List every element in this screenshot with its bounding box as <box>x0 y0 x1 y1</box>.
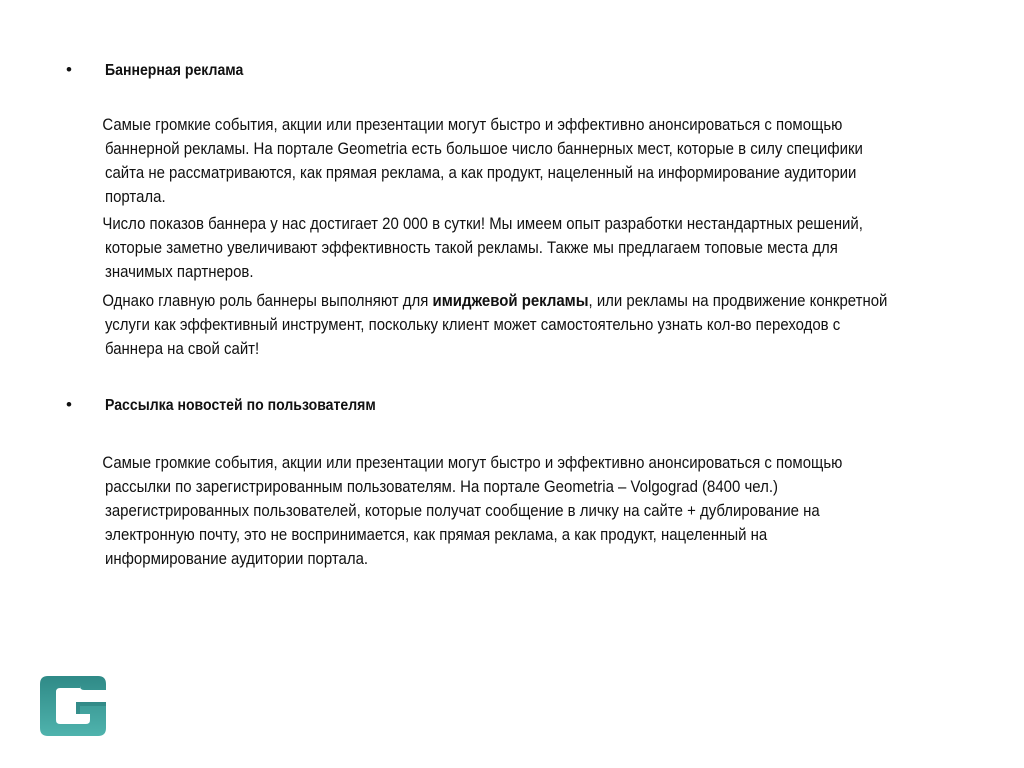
text-line: Самые громкие события, акции или презентации могут быстро и эффективно анонсироваться с помощью <box>102 115 843 134</box>
geometria-g-logo-icon <box>40 676 106 736</box>
text-line: сайта не рассматриваются, как прямая реклама, а как продукт, нацеленный на информирование аудитории <box>105 163 857 182</box>
paragraph-newsletter-intro <box>102 451 967 571</box>
paragraph-banner-image-ads <box>102 289 967 361</box>
text-line: услуги как эффективный инструмент, поскольку клиент может самостоятельно узнать кол-во переходов с <box>105 315 841 334</box>
text-line: электронную почту, это не воспринимается, как прямая реклама, а как продукт, нацеленный на <box>105 525 768 544</box>
paragraph-banner-intro <box>102 113 967 209</box>
section-heading-newsletter: Рассылка новостей по пользователям <box>105 397 376 414</box>
text-segment: Однако главную роль баннеры выполняют для <box>102 291 433 310</box>
text-segment: , или рекламы на продвижение конкретной <box>588 291 888 310</box>
text-line: баннера на свой сайт! <box>105 339 260 358</box>
bullet-marker: • <box>66 395 72 414</box>
bullet-marker: • <box>66 60 72 79</box>
text-line: информирование аудитории портала. <box>105 549 369 568</box>
text-line: Самые громкие события, акции или презентации могут быстро и эффективно анонсироваться с помощью <box>102 453 843 472</box>
bold-phrase: имиджевой рекламы <box>432 291 589 310</box>
text-line: которые заметно увеличивают эффективность такой рекламы. Также мы предлагаем топовые места для <box>105 238 838 257</box>
text-line: значимых партнеров. <box>105 262 254 281</box>
paragraph-banner-impressions <box>102 212 967 284</box>
text-line: портала. <box>105 187 166 206</box>
text-line: Число показов баннера у нас достигает 20 000 в сутки! Мы имеем опыт разработки нестандартных решений, <box>102 214 863 233</box>
text-line <box>102 289 967 313</box>
text-line: рассылки по зарегистрированным пользователям. На портале Geometria – Volgograd (8400 чел.) <box>105 477 778 496</box>
geometria-logo <box>40 676 106 736</box>
section-heading-banner-ads: Баннерная реклама <box>105 62 244 79</box>
text-line: баннерной рекламы. На портале Geometria есть большое число баннерных мест, которые в силу специфики <box>105 139 863 158</box>
text-line: зарегистрированных пользователей, которые получат сообщение в личку на сайте + дублирование на <box>105 501 820 520</box>
